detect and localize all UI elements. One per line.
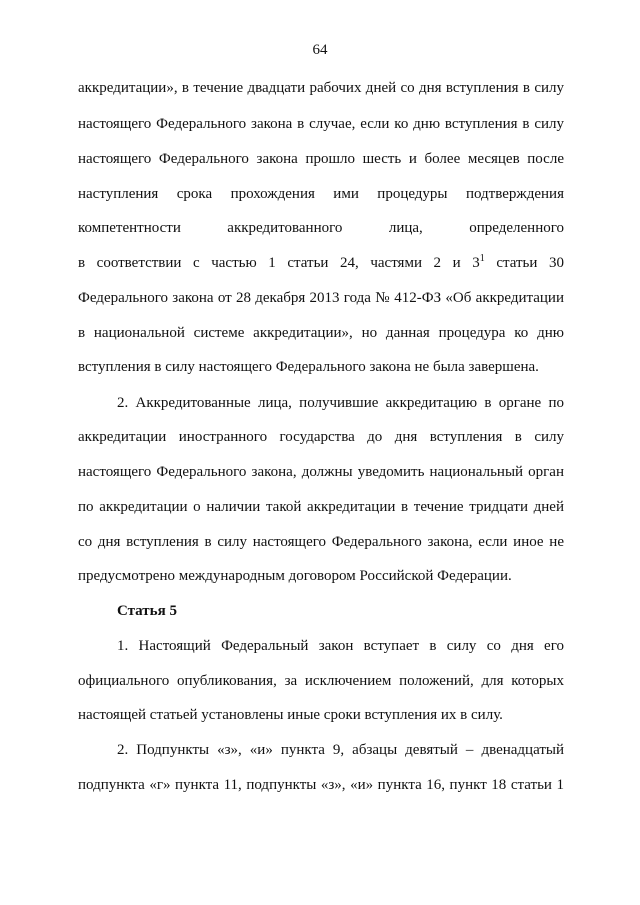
text-line: в национальной системе аккредитации», но данная процедура ко дню xyxy=(78,325,564,341)
text-line: Федерального закона от 28 декабря 2013 года № 412-ФЗ «Об аккредитации xyxy=(78,290,564,306)
text-line: наступления срока прохождения ими процедуры подтверждения xyxy=(78,186,564,202)
text-line: настоящей статьей установлены иные сроки вступления их в силу. xyxy=(78,707,503,723)
text-line: 1. Настоящий Федеральный закон вступает в силу со дня его xyxy=(117,638,564,654)
text-line: 2. Подпункты «з», «и» пункта 9, абзацы девятый – двенадцатый xyxy=(117,742,564,758)
page-number: 64 xyxy=(312,42,328,58)
text-line: вступления в силу настоящего Федерального закона не была завершена. xyxy=(78,359,539,375)
text-line: компетентности аккредитованного лица, определенного xyxy=(78,220,564,236)
superscript: 1 xyxy=(479,253,485,264)
text-fragment: в соответствии с частью 1 статьи 24, частями 2 и 3 xyxy=(78,255,480,271)
text-line: настоящего Федерального закона, должны уведомить национальный орган xyxy=(78,464,564,480)
text-line: официального опубликования, за исключением положений, для которых xyxy=(78,673,564,689)
text-line: подпункта «г» пункта 11, подпункты «з», «и» пункта 16, пункт 18 статьи 1 xyxy=(78,777,564,793)
text-line: предусмотрено международным договором Российской Федерации. xyxy=(78,568,512,584)
text-line: по аккредитации о наличии такой аккредитации в течение тридцати дней xyxy=(78,499,564,515)
text-fragment: статьи 30 xyxy=(496,255,564,271)
text-line xyxy=(78,254,564,272)
text-line: со дня вступления в силу настоящего Федерального закона, если иное не xyxy=(78,534,564,550)
text-line: 2. Аккредитованные лица, получившие аккредитацию в органе по xyxy=(117,395,564,411)
article-heading: Статья 5 xyxy=(117,603,177,619)
text-line: настоящего Федерального закона прошло шесть и более месяцев после xyxy=(78,151,564,167)
text-line: аккредитации», в течение двадцати рабочих дней со дня вступления в силу xyxy=(78,80,564,96)
text-line: настоящего Федерального закона в случае, если ко дню вступления в силу xyxy=(78,116,564,132)
text-line: аккредитации иностранного государства до дня вступления в силу xyxy=(78,429,564,445)
